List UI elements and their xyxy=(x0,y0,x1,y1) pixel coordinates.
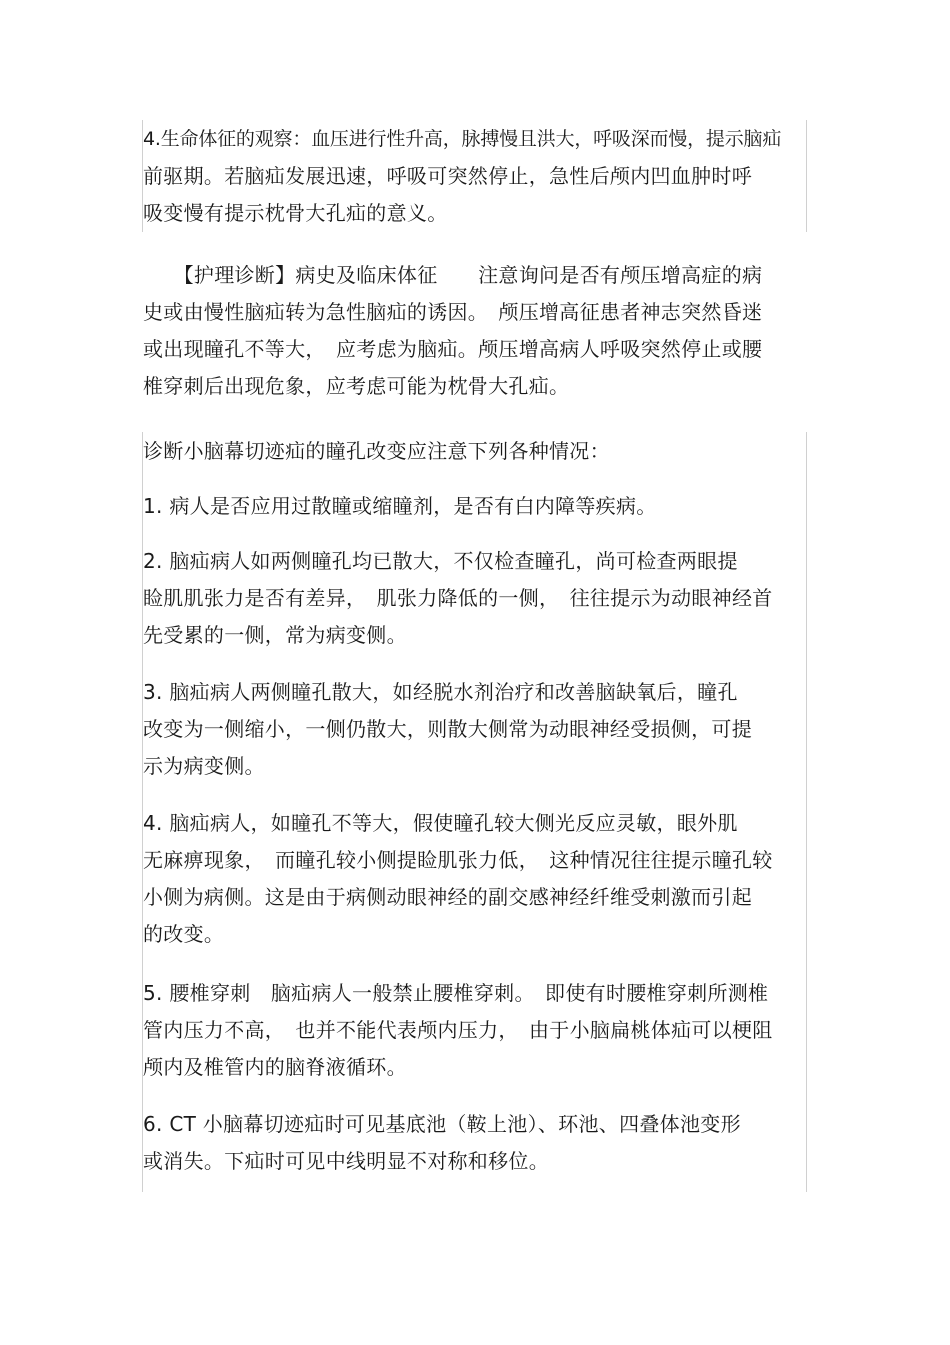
text-line: 4. 脑疝病人，如瞳孔不等大，假使瞳孔较大侧光反应灵敏，眼外肌 xyxy=(143,811,738,835)
text-line: 颅内及椎管内的脑脊液循环。 xyxy=(143,1055,407,1079)
text-line: 6. CT 小脑幕切迹疝时可见基底池（鞍上池）、环池、四叠体池变形 xyxy=(143,1112,741,1136)
nursing-diagnosis-paragraph xyxy=(143,257,803,405)
text-line: 示为病变侧。 xyxy=(143,754,265,778)
text-line: 吸变慢有提示枕骨大孔疝的意义。 xyxy=(143,201,448,225)
text-line: 3. 脑疝病人两侧瞳孔散大，如经脱水剂治疗和改善脑缺氧后，瞳孔 xyxy=(143,680,738,704)
text-line: 改变为一侧缩小，一侧仍散大，则散大侧常为动眼神经受损侧，可提 xyxy=(143,717,752,741)
list-item-5 xyxy=(143,975,803,1086)
text-line: 或出现瞳孔不等大， 应考虑为脑疝。颅压增高病人呼吸突然停止或腰 xyxy=(143,337,763,361)
vital-signs-paragraph xyxy=(143,121,803,232)
right-border-bottom xyxy=(806,432,807,1192)
pupil-intro-paragraph xyxy=(143,433,803,470)
list-item-2 xyxy=(143,543,803,654)
text-line: 先受累的一侧，常为病变侧。 xyxy=(143,623,407,647)
text-line: 小侧为病侧。这是由于病侧动眼神经的副交感神经纤维受刺激而引起 xyxy=(143,885,752,909)
text-line: 无麻痹现象， 而瞳孔较小侧提睑肌张力低， 这种情况往往提示瞳孔较 xyxy=(143,848,773,872)
text-line: 2. 脑疝病人如两侧瞳孔均已散大，不仅检查瞳孔，尚可检查两眼提 xyxy=(143,549,738,573)
list-item-6 xyxy=(143,1106,803,1180)
text-line: 史或由慢性脑疝转为急性脑疝的诱因。 颅压增高征患者神志突然昏迷 xyxy=(143,300,763,324)
text-line: 管内压力不高， 也并不能代表颅内压力， 由于小脑扁桃体疝可以梗阻 xyxy=(143,1018,773,1042)
text-line: 的改变。 xyxy=(143,922,225,946)
text-line: 或消失。下疝时可见中线明显不对称和移位。 xyxy=(143,1149,549,1173)
text-line: 4.生命体征的观察：血压进行性升高，脉搏慢且洪大，呼吸深而慢，提示脑疝 xyxy=(143,128,782,150)
text-line: 【护理诊断】病史及临床体征 注意询问是否有颅压增高症的病 xyxy=(143,263,763,287)
right-border-top xyxy=(806,120,807,232)
list-item-4 xyxy=(143,805,803,953)
list-item-1 xyxy=(143,488,803,525)
text-line: 睑肌肌张力是否有差异， 肌张力降低的一侧， 往往提示为动眼神经首 xyxy=(143,586,773,610)
text-line: 诊断小脑幕切迹疝的瞳孔改变应注意下列各种情况： xyxy=(143,439,610,463)
text-line: 椎穿刺后出现危象，应考虑可能为枕骨大孔疝。 xyxy=(143,374,570,398)
text-line: 前驱期。若脑疝发展迅速，呼吸可突然停止，急性后颅内凹血肿时呼 xyxy=(143,164,752,188)
list-item-3 xyxy=(143,674,803,785)
text-line: 5. 腰椎穿刺 脑疝病人一般禁止腰椎穿刺。 即使有时腰椎穿刺所测椎 xyxy=(143,981,769,1005)
text-line: 1. 病人是否应用过散瞳或缩瞳剂，是否有白内障等疾病。 xyxy=(143,494,657,518)
